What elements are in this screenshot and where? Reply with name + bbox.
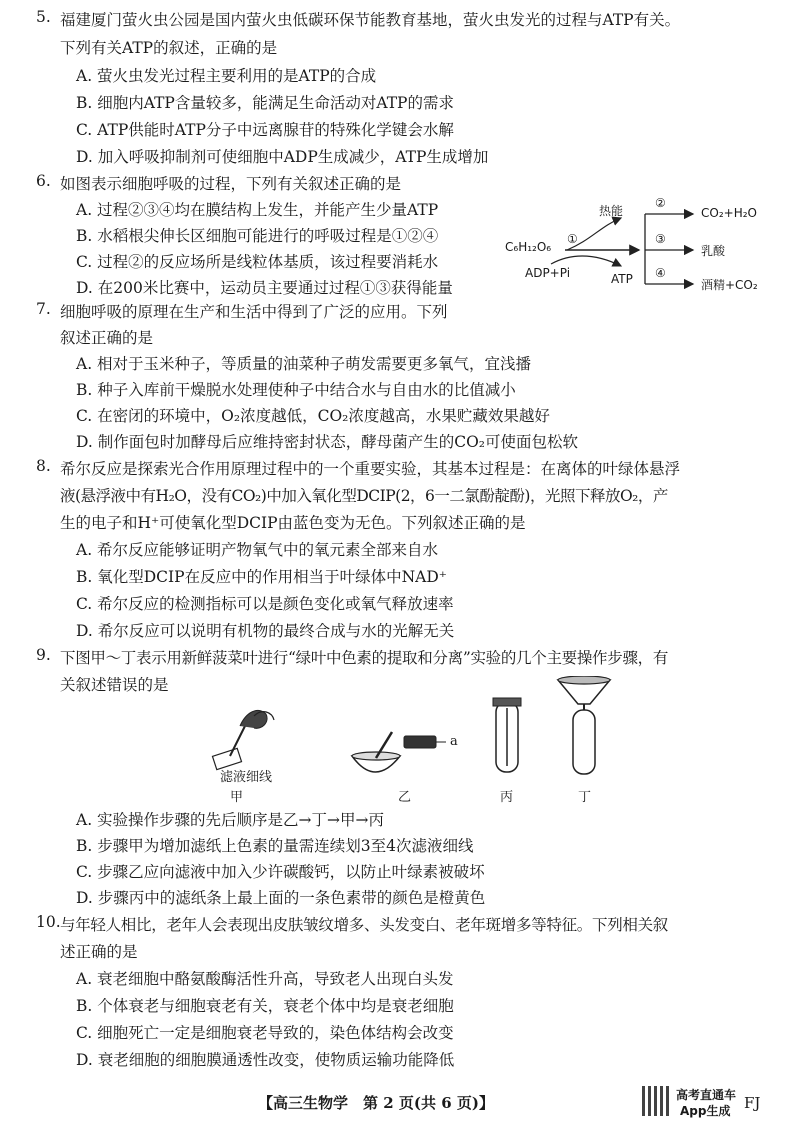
q6-number: 6. — [36, 172, 51, 190]
atp-arrow — [551, 256, 621, 266]
q7-option-c: C. 在密闭的环境中，O₂浓度越低，CO₂浓度越高，水果贮藏效果越好 — [76, 407, 550, 425]
q8-stem-1: 希尔反应是探索光合作用原理过程中的一个重要实验，其基本过程是：在离体的叶绿体悬浮 — [60, 460, 681, 478]
q7-option-a: A. 相对于玉米种子，等质量的油菜种子萌发需要更多氧气，宜浅播 — [76, 355, 532, 373]
q7-option-d: D. 制作面包时加酵母后应维持密封状态，酵母菌产生的CO₂可使面包松软 — [76, 433, 579, 451]
qr-line-2: App生成 — [680, 1104, 731, 1118]
q8-option-d: D. 希尔反应可以说明有机物的最终合成与水的光解无关 — [76, 622, 455, 640]
q10-number: 10. — [36, 913, 61, 931]
q10-stem-1: 与年轻人相比，老年人会表现出皮肤皱纹增多、头发变白、老年斑增多等特征。下列相关叙 — [60, 916, 669, 934]
q9-option-a: A. 实验操作步骤的先后顺序是乙→丁→甲→丙 — [76, 811, 385, 829]
q10-option-a: A. 衰老细胞中酪氨酸酶活性升高，导致老人出现白头发 — [76, 970, 454, 988]
q8-stem-3: 生的电子和H⁺可使氧化型DCIP由蓝色变为无色。下列叙述正确的是 — [60, 514, 526, 532]
q5-option-d: D. 加入呼吸抑制剂可使细胞中ADP生成减少，ATP生成增加 — [76, 148, 489, 166]
panel-jia-drawing — [212, 710, 274, 769]
qr-line-1: 高考直通车 — [676, 1088, 737, 1102]
q10-option-b: B. 个体衰老与细胞衰老有关，衰老个体中均是衰老细胞 — [76, 997, 454, 1015]
q8-stem-2: 液(悬浮液中有H₂O，没有CO₂)中加入氧化型DCIP(2，6一二氯酚靛酚)，光照下释放O₂，产 — [60, 487, 668, 505]
step-3-label: ③ — [655, 232, 666, 246]
panel-label-bing: 丙 — [500, 790, 514, 805]
product-4-label: 酒精+CO₂ — [701, 278, 758, 292]
filter-line-label: 滤液细线 — [220, 770, 273, 785]
panel-yi-drawing — [352, 732, 446, 772]
q6-option-c: C. 过程②的反应场所是线粒体基质，该过程要消耗水 — [76, 253, 439, 271]
step-4-label: ④ — [655, 266, 666, 280]
q9-number: 9. — [36, 646, 51, 664]
substrate-label: C₆H₁₂O₆ — [505, 240, 552, 254]
q5-option-a: A. 萤火虫发光过程主要利用的是ATP的合成 — [76, 67, 377, 85]
q5-stem-2: 下列有关ATP的叙述，正确的是 — [60, 39, 278, 57]
q5-option-c: C. ATP供能时ATP分子中远离腺苷的特殊化学键会水解 — [76, 121, 454, 139]
panel-label-ding: 丁 — [578, 790, 592, 805]
panel-ding-drawing — [558, 676, 610, 774]
panel-label-jia: 甲 — [230, 790, 244, 805]
q7-option-b: B. 种子入库前干燥脱水处理使种子中结合水与自由水的比值减小 — [76, 381, 516, 399]
product-3-label: 乳酸 — [701, 244, 726, 258]
q8-number: 8. — [36, 457, 51, 475]
panel-bing-drawing — [493, 698, 521, 772]
q10-option-c: C. 细胞死亡一定是细胞衰老导致的，染色体结构会改变 — [76, 1024, 454, 1042]
q9-option-c: C. 步骤乙应向滤液中加入少许碳酸钙，以防止叶绿素被破坏 — [76, 863, 485, 881]
q9-stem-1: 下图甲～丁表示用新鲜菠菜叶进行“绿叶中色素的提取和分离”实验的几个主要操作步骤，有 — [60, 649, 669, 667]
q6-stem-1: 如图表示细胞呼吸的过程，下列有关叙述正确的是 — [60, 175, 402, 193]
q9-option-b: B. 步骤甲为增加滤纸上色素的量需连续划3至4次滤液细线 — [76, 837, 474, 855]
product-2-label: CO₂+H₂O — [701, 206, 757, 220]
q8-option-c: C. 希尔反应的检测指标可以是颜色变化或氧气释放速率 — [76, 595, 454, 613]
step-1-label: ① — [567, 232, 578, 246]
q8-option-a: A. 希尔反应能够证明产物氧气中的氧元素全部来自水 — [76, 541, 439, 559]
q7-stem-2: 叙述正确的是 — [60, 329, 154, 347]
panel-label-yi: 乙 — [398, 790, 412, 805]
experiment-drawings — [200, 676, 640, 806]
adp-label: ADP+Pi — [525, 266, 571, 280]
q10-option-d: D. 衰老细胞的细胞膜通透性改变，使物质运输功能降低 — [76, 1051, 455, 1069]
respiration-diagram — [505, 192, 790, 296]
q5-stem-1: 福建厦门萤火虫公园是国内萤火虫低碳环保节能教育基地，萤火虫发光的过程与ATP有关。 — [60, 11, 681, 29]
q8-option-b: B. 氧化型DCIP在反应中的作用相当于叶绿体中NAD⁺ — [76, 568, 447, 586]
q9-option-d: D. 步骤丙中的滤纸条上最上面的一条色素带的颜色是橙黄色 — [76, 889, 486, 907]
page-footer: 【高三生物学 第 2 页(共 6 页)】 — [258, 1094, 494, 1112]
region-code: FJ — [744, 1094, 761, 1112]
qr-code — [642, 1086, 672, 1116]
q9-stem-2: 关叙述错误的是 — [60, 676, 169, 694]
q6-option-a: A. 过程②③④均在膜结构上发生，并能产生少量ATP — [76, 201, 439, 219]
q6-option-b: B. 水稻根尖伸长区细胞可能进行的呼吸过程是①②④ — [76, 227, 439, 245]
q5-number: 5. — [36, 8, 51, 26]
atp-label: ATP — [611, 272, 633, 286]
q10-stem-2: 述正确的是 — [60, 943, 138, 961]
experiment-figure — [200, 676, 640, 806]
q6-option-d: D. 在200米比赛中，运动员主要通过过程①③获得能量 — [76, 279, 453, 297]
heat-label: 热能 — [599, 204, 624, 218]
q5-option-b: B. 细胞内ATP含量较多，能满足生命活动对ATP的需求 — [76, 94, 454, 112]
step-2-label: ② — [655, 196, 666, 210]
q7-stem-1: 细胞呼吸的原理在生产和生活中得到了广泛的应用。下列 — [60, 303, 448, 321]
q7-number: 7. — [36, 300, 51, 318]
label-a: a — [450, 734, 458, 749]
